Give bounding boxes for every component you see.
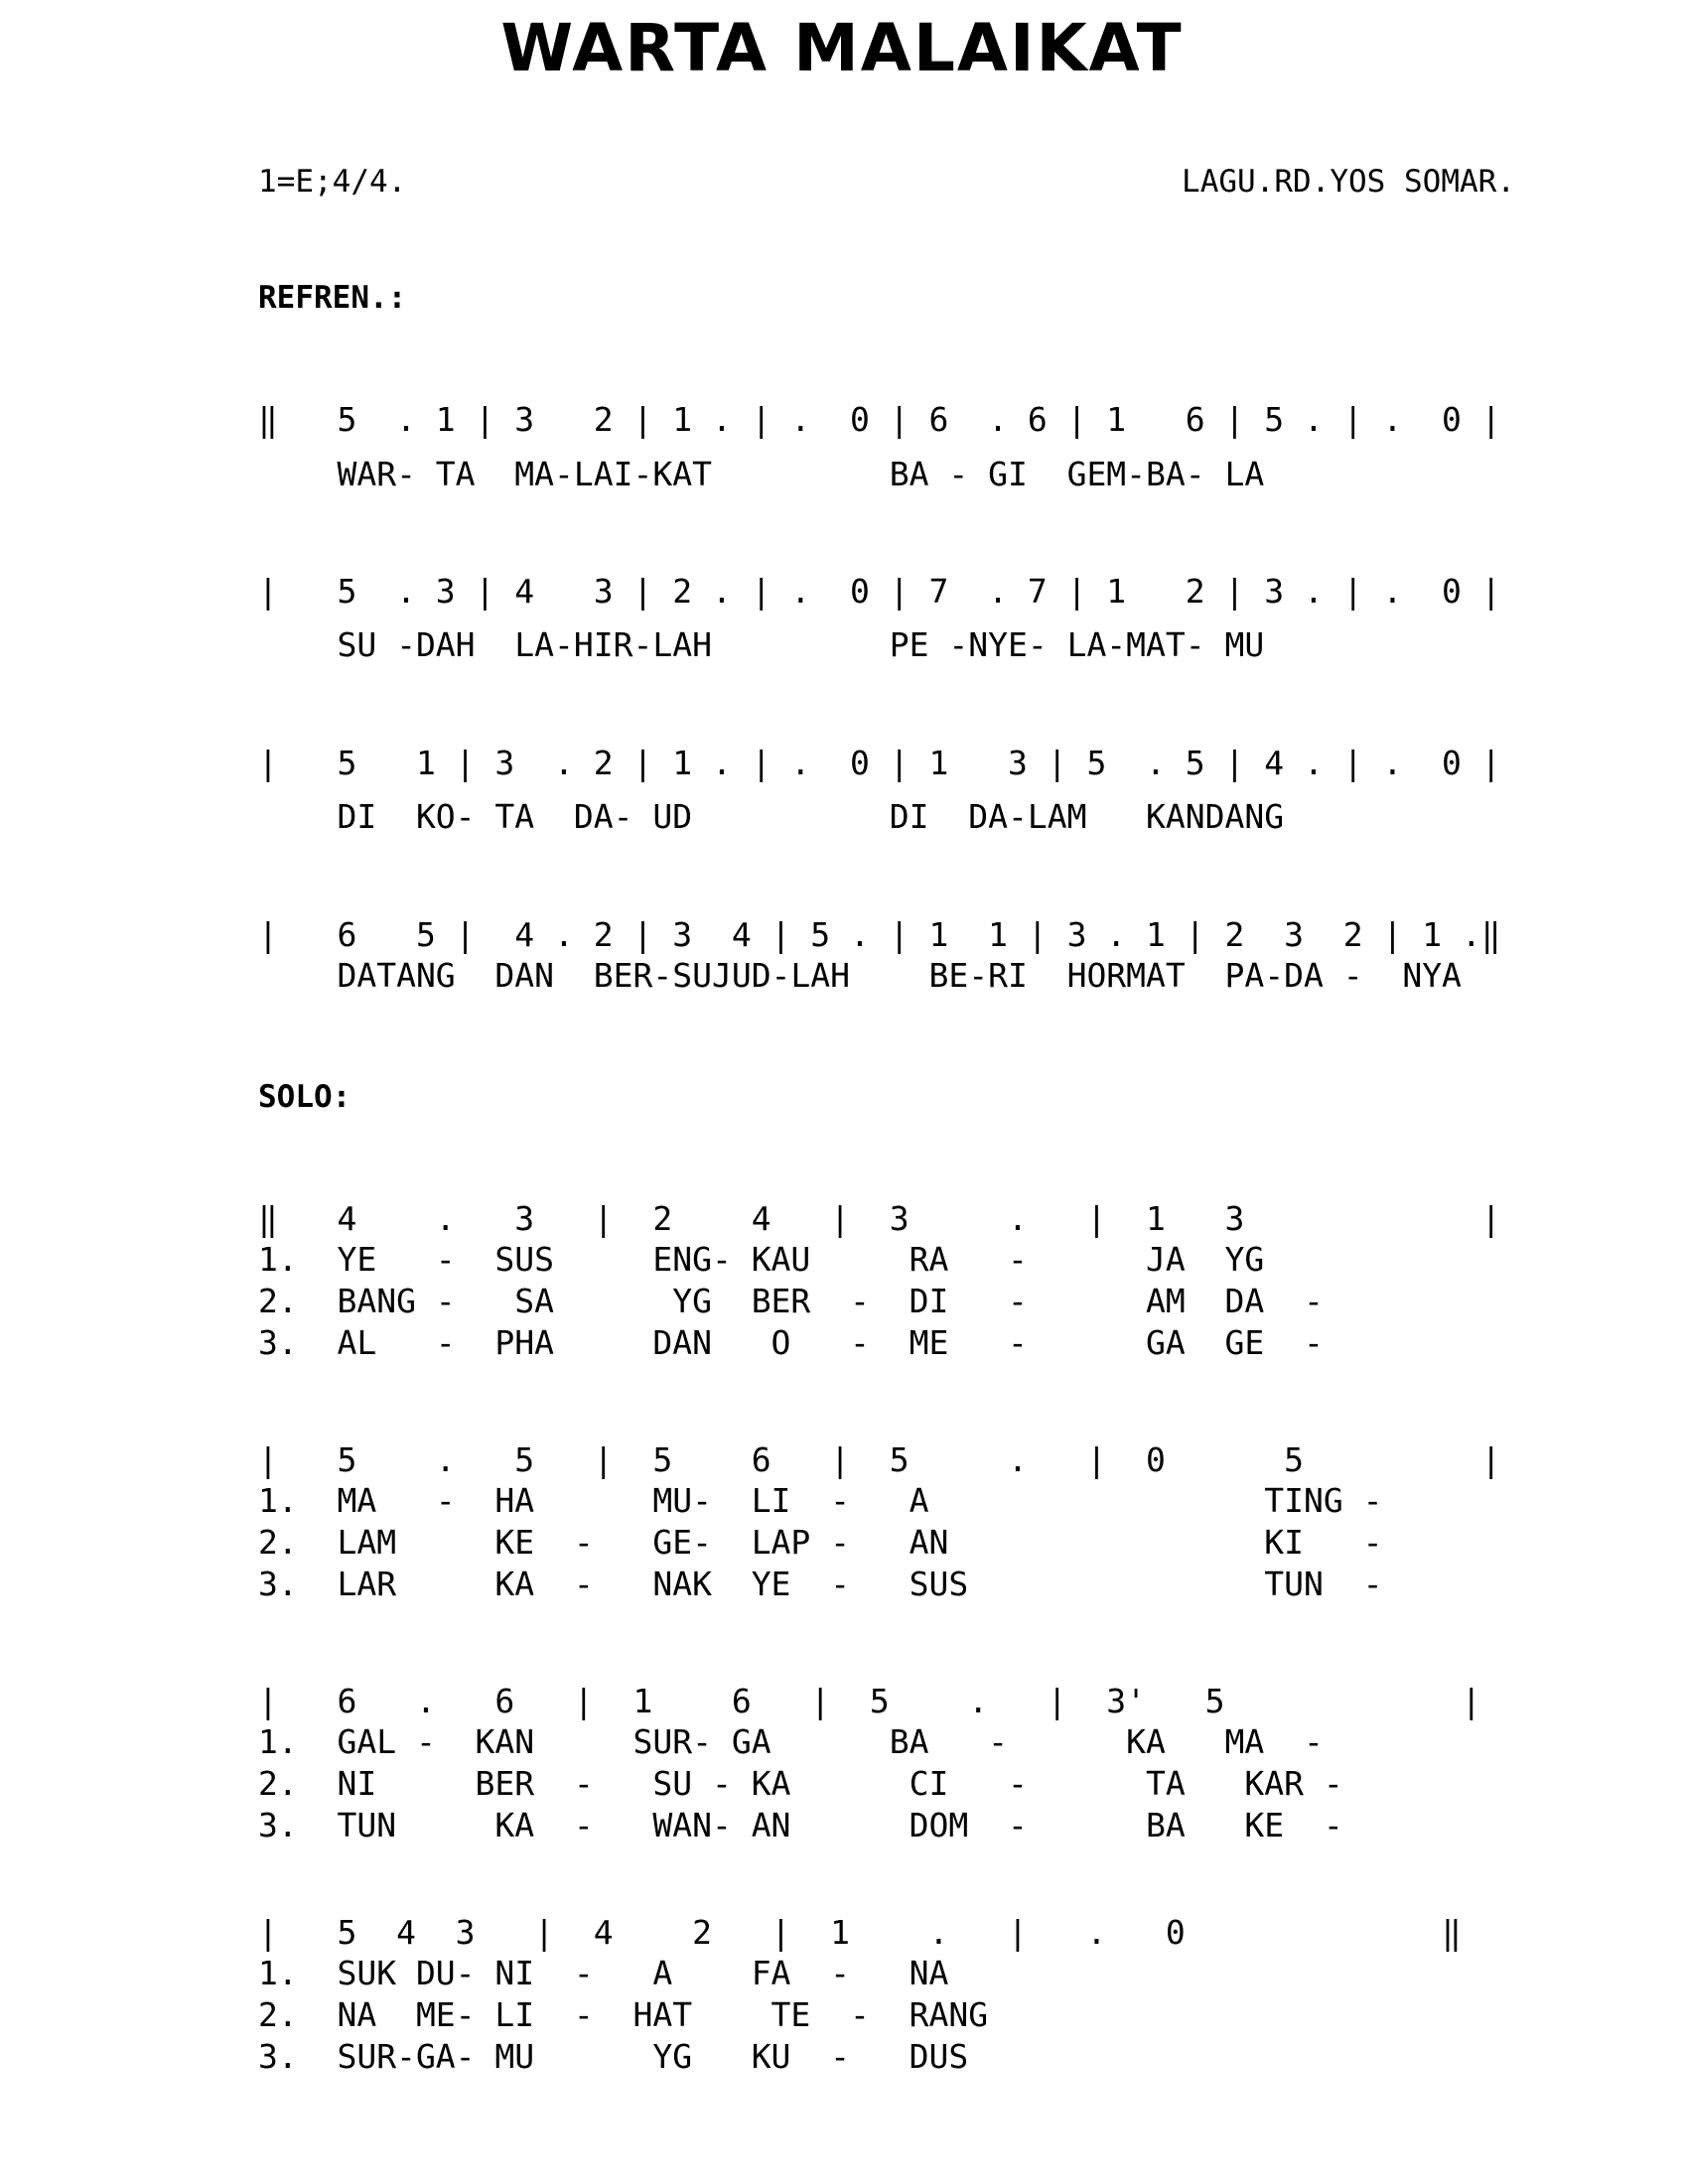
solo-notes-row-3: | 6 . 6 | 1 6 | 5 . | 3' 5 | xyxy=(258,1682,1481,1720)
verse-line-3: 3. LAR KA - NAK YE - SUS TUN - xyxy=(258,1565,1383,1603)
solo-verse-block-4 xyxy=(258,1953,988,2078)
solo-verse-block-3 xyxy=(258,1721,1343,1846)
refrain-lyrics-row-3: DI KO- TA DA- UD DI DA-LAM KANDANG xyxy=(258,797,1285,836)
verse-line-2: 2. NA ME- LI - HAT TE - RANG xyxy=(258,1995,989,2034)
refrain-label: REFREN.: xyxy=(258,280,407,316)
solo-notes-row-1: ‖ 4 . 3 | 2 4 | 3 . | 1 3 | xyxy=(258,1199,1501,1238)
verse-line-2: 2. BANG - SA YG BER - DI - AM DA - xyxy=(258,1282,1324,1320)
verse-line-1: 1. MA - HA MU- LI - A TING - xyxy=(258,1481,1383,1520)
verse-line-3: 3. SUR-GA- MU YG KU - DUS xyxy=(258,2037,969,2076)
solo-notes-row-4: | 5 4 3 | 4 2 | 1 . | . 0 ‖ xyxy=(258,1913,1462,1952)
key-signature: 1=E;4/4. xyxy=(258,164,407,200)
solo-verse-block-1 xyxy=(258,1239,1324,1364)
refrain-notes-row-3: | 5 1 | 3 . 2 | 1 . | . 0 | 1 3 | 5 . 5 | 4 . | . 0 | xyxy=(258,744,1501,782)
refrain-notes-row-2: | 5 . 3 | 4 3 | 2 . | . 0 | 7 . 7 | 1 2 | 3 . | . 0 | xyxy=(258,572,1501,611)
refrain-lyrics-row-2: SU -DAH LA-HIR-LAH PE -NYE- LA-MAT- MU xyxy=(258,625,1265,664)
verse-line-3: 3. AL - PHA DAN O - ME - GA GE - xyxy=(258,1323,1324,1362)
refrain-lyrics-row-4: DATANG DAN BER-SUJUD-LAH BE-RI HORMAT PA-DA - NYA xyxy=(258,956,1462,995)
verse-line-1: 1. YE - SUS ENG- KAU RA - JA YG xyxy=(258,1240,1265,1279)
verse-line-1: 1. GAL - KAN SUR- GA BA - KA MA - xyxy=(258,1722,1324,1761)
solo-notes-row-2: | 5 . 5 | 5 6 | 5 . | 0 5 | xyxy=(258,1440,1501,1479)
refrain-notes-row-1: ‖ 5 . 1 | 3 2 | 1 . | . 0 | 6 . 6 | 1 6 | 5 . | . 0 | xyxy=(258,400,1501,439)
solo-label: SOLO: xyxy=(258,1079,351,1115)
song-title: WARTA MALAIKAT xyxy=(500,10,1184,86)
verse-line-2: 2. LAM KE - GE- LAP - AN KI - xyxy=(258,1523,1383,1562)
refrain-notes-row-4: | 6 5 | 4 . 2 | 3 4 | 5 . | 1 1 | 3 . 1 | 2 3 2 | 1 .‖ xyxy=(258,915,1501,954)
verse-line-2: 2. NI BER - SU - KA CI - TA KAR - xyxy=(258,1764,1343,1803)
verse-line-3: 3. TUN KA - WAN- AN DOM - BA KE - xyxy=(258,1806,1343,1844)
verse-line-1: 1. SUK DU- NI - A FA - NA xyxy=(258,1954,949,1992)
solo-verse-block-2 xyxy=(258,1480,1382,1605)
composer-credit: LAGU.RD.YOS SOMAR. xyxy=(1182,164,1515,200)
refrain-lyrics-row-1: WAR- TA MA-LAI-KAT BA - GI GEM-BA- LA xyxy=(258,455,1265,493)
